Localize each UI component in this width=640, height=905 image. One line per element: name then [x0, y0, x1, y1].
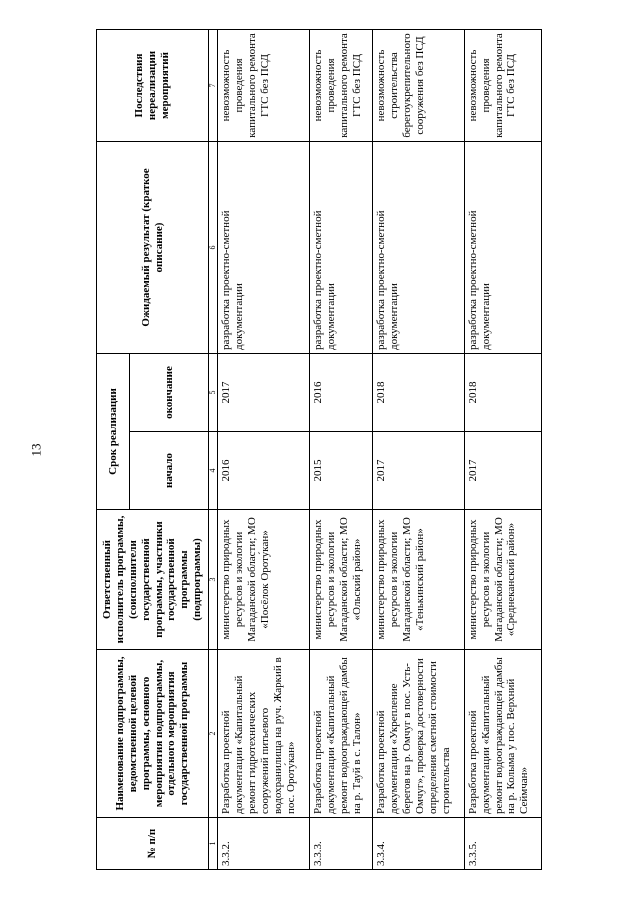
row-end: 2018 — [372, 353, 464, 431]
row-executor: министерство природных ресурсов и экологии Магаданской области; МО «Среднеканский район» — [464, 510, 541, 650]
table-row — [309, 29, 372, 869]
column-number: 2 — [209, 650, 218, 818]
measures-table — [96, 29, 542, 870]
header-period: Срок реализации — [97, 353, 130, 509]
row-result: разработка проектно-сметной документации — [309, 141, 372, 353]
header-executor: Ответственный исполнитель программы, (соисполнители государственной программы, участники государственной программы (подпрограммы) — [97, 510, 209, 650]
row-start: 2017 — [464, 432, 541, 510]
table-row — [464, 29, 541, 869]
header-name: Наименование подпрограммы, ведомственной целевой программы, основного мероприятия подпрограммы, отдельного мероприятия государственной программы — [97, 650, 209, 818]
row-num: 3.3.3. — [309, 818, 372, 870]
row-num: 3.3.5. — [464, 818, 541, 870]
column-number: 4 — [209, 432, 218, 510]
page-number: 13 — [28, 443, 44, 457]
column-number: 5 — [209, 353, 218, 431]
row-end: 2016 — [309, 353, 372, 431]
header-start: начало — [130, 432, 209, 510]
row-consequences: невозможность проведения капитального ремонта ГТС без ПСД — [464, 29, 541, 141]
row-consequences: невозможность строительства берегоукрепительного сооружения без ПСД — [372, 29, 464, 141]
row-end: 2018 — [464, 353, 541, 431]
row-start: 2016 — [218, 432, 310, 510]
row-end: 2017 — [218, 353, 310, 431]
row-result: разработка проектно-сметной документации — [372, 141, 464, 353]
column-number: 7 — [209, 29, 218, 141]
column-number: 6 — [209, 141, 218, 353]
row-num: 3.3.2. — [218, 818, 310, 870]
table-row — [372, 29, 464, 869]
header-num: № п/п — [97, 818, 209, 870]
column-numbers-row — [209, 29, 218, 869]
header-end: окончание — [130, 353, 209, 431]
column-number: 1 — [209, 818, 218, 870]
row-name: Разработка проектной документации «Капитальный ремонт водоограждающей дамбы на р. Колыма у пос. Верхний Сеймчан» — [464, 650, 541, 818]
row-executor: министерство природных ресурсов и экологии Магаданской области; МО «Тенькинский район» — [372, 510, 464, 650]
row-consequences: невозможность проведения капитального ремонта ГТС без ПСД — [309, 29, 372, 141]
row-consequences: невозможность проведения капитального ремонта ГТС без ПСД — [218, 29, 310, 141]
row-name: Разработка проектной документации «Капитальный ремонт гидротехнических сооружений питьевого водохранилища на руч. Жаркий в пос. Ороту́кан» — [218, 650, 310, 818]
column-number: 3 — [209, 510, 218, 650]
row-start: 2017 — [372, 432, 464, 510]
row-executor: министерство природных ресурсов и экологии Магаданской области; МО «Ольский район» — [309, 510, 372, 650]
row-name: Разработка проектной документации «Капитальный ремонт водоограждающей дамбы на р. Тауй в с. Талон» — [309, 650, 372, 818]
header-row-1 — [97, 29, 130, 869]
rotated-table-container — [96, 30, 542, 870]
header-consequences: Последствия нереализации мероприятий — [97, 29, 209, 141]
row-num: 3.3.4. — [372, 818, 464, 870]
row-name: Разработка проектной документации «Укрепление берегов на р. Омчуг в пос. Усть-Омчуг», проверка достоверности определения сметной стоимости строительства — [372, 650, 464, 818]
row-start: 2015 — [309, 432, 372, 510]
row-result: разработка проектно-сметной документации — [464, 141, 541, 353]
row-result: разработка проектно-сметной документации — [218, 141, 310, 353]
header-result: Ожидаемый результат (краткое описание) — [97, 141, 209, 353]
table-row — [218, 29, 310, 869]
row-executor: министерство природных ресурсов и экологии Магаданской области; МО «Посёлок Ороту́кан» — [218, 510, 310, 650]
